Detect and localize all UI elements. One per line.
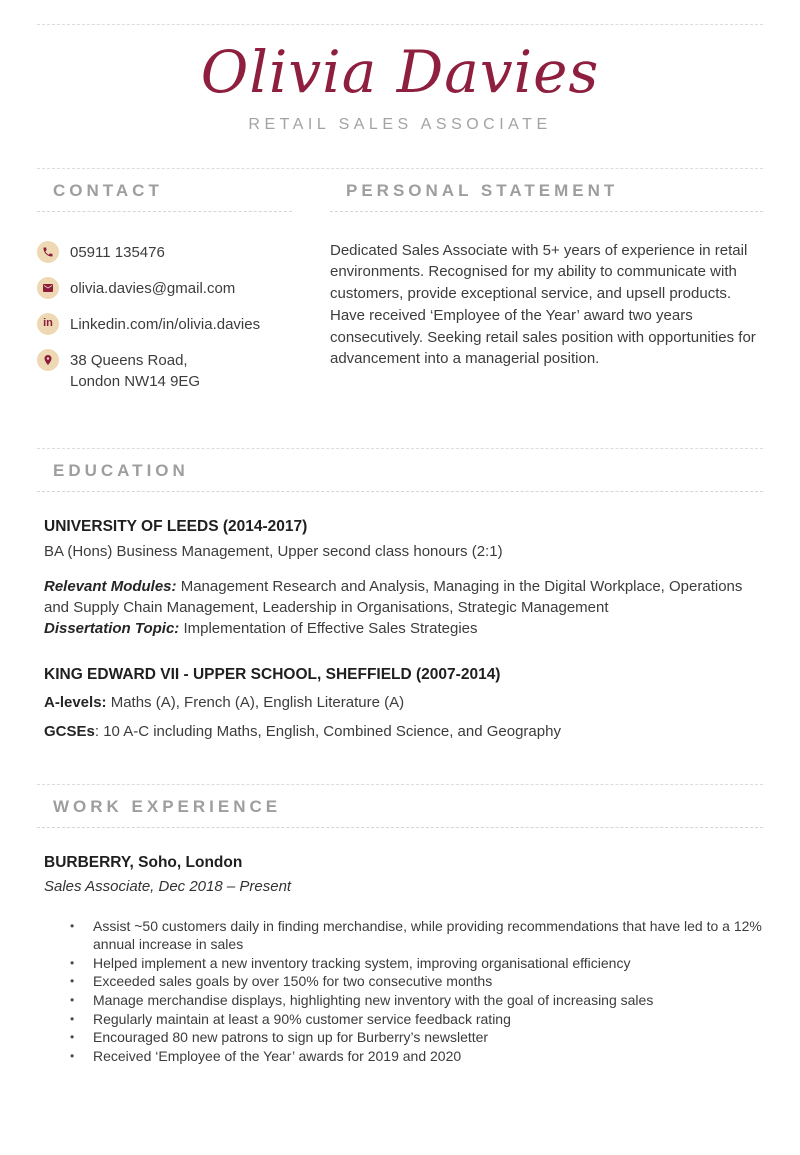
bullet-item: • Helped implement a new inventory tracking system, improving organisational efficiency [70, 954, 763, 973]
school-title: KING EDWARD VII - UPPER SCHOOL, SHEFFIELD (2007-2014) [44, 665, 501, 683]
phone-number: 05911 135476 [70, 243, 165, 261]
contact-statement-body-row [37, 212, 763, 406]
cv-page [0, 24, 800, 1065]
bullet-item: • Assist ~50 customers daily in finding merchandise, while providing recommendations that have led to a 12% annual increase in sales [70, 917, 763, 954]
linkedin-icon: in [37, 313, 59, 335]
address-line-1: 38 Queens Road, [70, 351, 188, 369]
modules-label: Relevant Modules: [44, 577, 177, 595]
contact-heading: CONTACT [53, 180, 163, 200]
degree-line: BA (Hons) Business Management, Upper second class honours (2:1) [44, 542, 503, 560]
personal-statement-heading: PERSONAL STATEMENT [346, 180, 619, 200]
contact-list [37, 241, 292, 406]
dissertation-label: Dissertation Topic: [44, 619, 180, 637]
employer-name: BURBERRY, Soho, London [44, 853, 243, 871]
contact-heading-cell [37, 169, 292, 212]
gcses-label: GCSEs [44, 722, 95, 740]
education-heading: EDUCATION [53, 460, 189, 480]
education-section [37, 448, 763, 742]
gcses-text: : 10 A-C including Maths, English, Combined Science, and Geography [94, 722, 561, 740]
role-and-dates: Sales Associate, Dec 2018 – Present [44, 877, 292, 895]
postal-address [70, 349, 200, 392]
university-title: UNIVERSITY OF LEEDS (2014-2017) [44, 517, 308, 535]
job-title: RETAIL SALES ASSOCIATE [248, 115, 552, 133]
bullet-item: • Manage merchandise displays, highlighting new inventory with the goal of increasing sales [70, 991, 763, 1010]
education-heading-row [37, 448, 763, 492]
personal-statement-heading-cell [330, 169, 763, 212]
email-icon [37, 277, 59, 299]
work-experience-body [37, 828, 763, 1066]
contact-item-phone [37, 241, 292, 263]
university-entry [44, 518, 763, 639]
contact-item-email [37, 277, 292, 299]
contact-statement-heading-row [37, 168, 763, 212]
person-name: Olivia Davies [200, 38, 600, 106]
contact-item-linkedin [37, 313, 292, 335]
address-line-2: London NW14 9EG [70, 372, 201, 390]
contact-item-address [37, 349, 292, 392]
gcses-line [44, 721, 763, 742]
modules-text: Management Research and Analysis, Managing in the Digital Workplace, Operations and Supply Chain Management, Leadership in Organisations, Strategic Management [44, 577, 743, 616]
phone-icon [37, 241, 59, 263]
linkedin-url: Linkedin.com/in/olivia.davies [70, 315, 261, 333]
personal-statement-text: Dedicated Sales Associate with 5+ years of experience in retail environments. Recognised for my ability to communicate with customers, provide exceptional service, and upsell products. Have received ‘Employee of the Year’ award two years consecutively. Seeking retail sales position with opportunities for advancement into a managerial position. [330, 241, 756, 368]
dissertation-text: Implementation of Effective Sales Strategies [179, 619, 478, 637]
bullet-item: • Exceeded sales goals by over 150% for two consecutive months [70, 972, 763, 991]
work-experience-section [37, 784, 763, 1066]
bullet-item: • Encouraged 80 new patrons to sign up for Burberry’s newsletter [70, 1028, 763, 1047]
school-entry [44, 666, 763, 742]
achievement-list [44, 917, 763, 1066]
location-icon [37, 349, 59, 371]
education-body [37, 492, 763, 742]
alevels-text: Maths (A), French (A), English Literature (A) [106, 693, 405, 711]
top-divider [37, 24, 763, 25]
modules-paragraph [44, 576, 763, 639]
work-experience-heading: WORK EXPERIENCE [53, 796, 282, 816]
email-address: olivia.davies@gmail.com [70, 279, 236, 297]
alevels-line [44, 692, 763, 713]
bullet-item: • Regularly maintain at least a 90% customer service feedback rating [70, 1010, 763, 1029]
bullet-item: • Received ‘Employee of the Year’ awards for 2019 and 2020 [70, 1047, 763, 1066]
alevels-label: A-levels: [44, 693, 107, 711]
work-experience-heading-row [37, 784, 763, 828]
